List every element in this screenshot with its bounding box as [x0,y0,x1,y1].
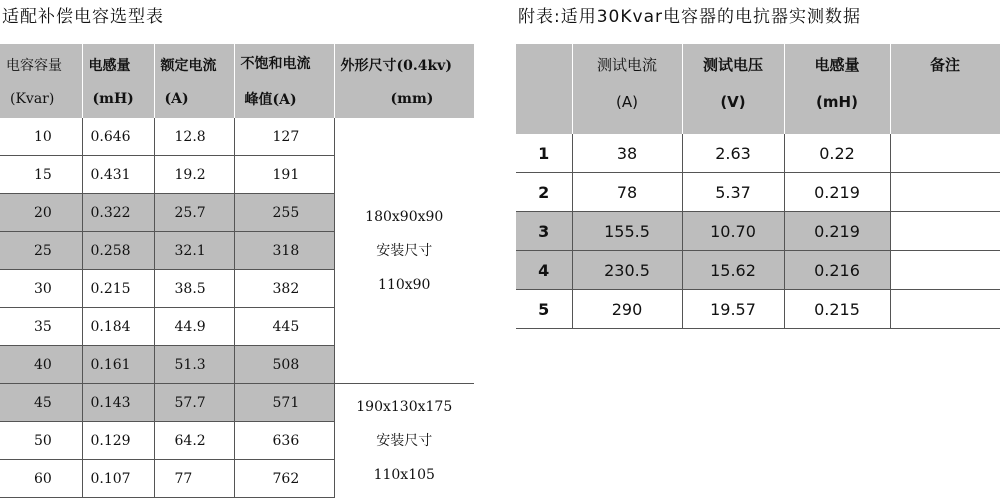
table-cell: 10.70 [682,212,784,251]
header-test-current: 测试电流 (A) [572,44,682,134]
table-cell: 0.129 [82,422,154,460]
table-row [516,173,1000,212]
table-cell: 19.2 [154,156,234,194]
table-cell: 78 [572,173,682,212]
dimension-note [334,384,474,498]
table-cell: 0.215 [784,290,890,329]
table-cell: 0.143 [82,384,154,422]
dimension-note [334,118,474,384]
table-row [0,384,474,422]
table-cell: 15 [0,156,82,194]
dimension-dims: 190x130x175 [356,398,453,415]
table-cell: 57.7 [154,384,234,422]
table-cell: 0.107 [82,460,154,498]
table-cell: 12.8 [154,118,234,156]
table-cell: 636 [234,422,334,460]
table-cell: 40 [0,346,82,384]
table-cell: 0.215 [82,270,154,308]
table-cell: 318 [234,232,334,270]
table-cell [890,134,1000,173]
table-row [516,212,1000,251]
table-cell: 0.219 [784,173,890,212]
table-cell: 30 [0,270,82,308]
table-cell: 155.5 [572,212,682,251]
table-row [516,290,1000,329]
table-cell: 0.322 [82,194,154,232]
table-cell: 38.5 [154,270,234,308]
table-cell [890,290,1000,329]
table-cell: 255 [234,194,334,232]
table-cell [890,173,1000,212]
dimension-mount: 110x105 [373,466,435,483]
table-cell: 60 [0,460,82,498]
table-cell: 0.219 [784,212,890,251]
table-header-row [0,44,474,118]
table-cell: 64.2 [154,422,234,460]
table-cell: 0.646 [82,118,154,156]
table-cell: 230.5 [572,251,682,290]
table-cell: 32.1 [154,232,234,270]
table-cell: 20 [0,194,82,232]
table-cell: 0.22 [784,134,890,173]
table-cell: 1 [516,134,572,173]
dimension-label: 安装尺寸 [376,242,433,259]
header-dimensions: 外形尺寸(0.4kv) (mm) [334,44,474,118]
table-cell: 0.216 [784,251,890,290]
dimension-label: 安装尺寸 [376,432,433,449]
table-cell: 19.57 [682,290,784,329]
header-inductance: 电感量 (mH) [784,44,890,134]
table-cell: 77 [154,460,234,498]
table-cell [890,251,1000,290]
table-cell: 45 [0,384,82,422]
table-cell: 445 [234,308,334,346]
table-cell: 2.63 [682,134,784,173]
table-cell: 0.161 [82,346,154,384]
table-cell: 762 [234,460,334,498]
capacitor-selection-table [0,44,475,498]
header-rated-current: 额定电流 (A) [154,44,234,118]
table-cell: 4 [516,251,572,290]
header-index [516,44,572,134]
header-test-voltage: 测试电压 (V) [682,44,784,134]
table-cell: 50 [0,422,82,460]
table2-title: 附表:适用30Kvar电容器的电抗器实测数据 [518,7,861,27]
table-cell: 0.258 [82,232,154,270]
table-cell: 2 [516,173,572,212]
table-cell: 290 [572,290,682,329]
table1-title: 适配补偿电容选型表 [2,7,164,27]
table-cell: 382 [234,270,334,308]
table-cell: 127 [234,118,334,156]
header-inductance: 电感量 (mH) [82,44,154,118]
header-capacity: 电容容量 (Kvar) [0,44,82,118]
table-cell: 25 [0,232,82,270]
table-row [516,134,1000,173]
dimension-mount: 110x90 [378,276,431,293]
table-cell: 5.37 [682,173,784,212]
table-cell: 25.7 [154,194,234,232]
table-cell: 35 [0,308,82,346]
table-cell [890,212,1000,251]
reactor-measurement-table [516,44,1000,329]
table-cell: 44.9 [154,308,234,346]
dimension-dims: 180x90x90 [365,208,444,225]
table-cell: 191 [234,156,334,194]
table-cell: 38 [572,134,682,173]
table-header-row [516,44,1000,134]
table-row [516,251,1000,290]
table-cell: 0.431 [82,156,154,194]
header-remarks: 备注 [890,44,1000,134]
table-cell: 508 [234,346,334,384]
table-cell: 15.62 [682,251,784,290]
table-cell: 571 [234,384,334,422]
header-peak-current: 不饱和电流 峰值(A) [234,44,334,118]
table-cell: 10 [0,118,82,156]
table-cell: 51.3 [154,346,234,384]
table-row [0,118,474,156]
table-cell: 5 [516,290,572,329]
table-cell: 0.184 [82,308,154,346]
table-cell: 3 [516,212,572,251]
